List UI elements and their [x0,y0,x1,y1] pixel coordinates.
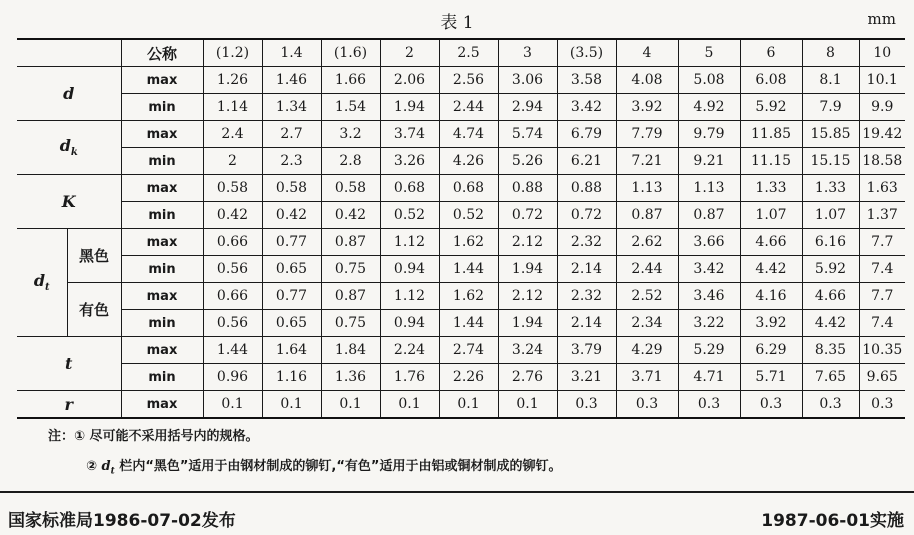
dimension-symbol: r [64,394,73,414]
value-cell: 9.9 [859,94,905,121]
value-cell: 11.85 [740,121,802,148]
value-cell: 0.3 [859,391,905,419]
value-cell: 7.7 [859,229,905,256]
value-cell: 3.06 [498,67,557,94]
value-cell: 15.15 [802,148,859,175]
table-title: 表 1 [440,13,474,33]
value-cell: 0.1 [321,391,380,419]
value-cell: 1.07 [740,202,802,229]
material-label: 有色 [67,283,121,337]
value-cell: 2.26 [439,364,498,391]
value-cell: 6.08 [740,67,802,94]
value-cell: 1.94 [498,310,557,337]
value-cell: 3.74 [380,121,439,148]
value-cell: 0.52 [380,202,439,229]
value-cell: 0.94 [380,256,439,283]
value-cell: 3.42 [557,94,616,121]
value-cell: 7.65 [802,364,859,391]
value-cell: 3.26 [380,148,439,175]
value-cell: 4.66 [802,283,859,310]
limit-label: max [121,283,203,310]
size-header: 8 [802,39,859,67]
limit-label: max [121,67,203,94]
value-cell: 2.32 [557,229,616,256]
value-cell: 2.06 [380,67,439,94]
value-cell: 0.3 [616,391,678,419]
value-cell: 4.42 [740,256,802,283]
value-cell: 9.21 [678,148,740,175]
value-cell: 2.8 [321,148,380,175]
row-symbol [17,337,121,391]
value-cell: 4.71 [678,364,740,391]
value-cell: 6.16 [802,229,859,256]
value-cell: 5.92 [740,94,802,121]
table-row [17,67,905,94]
value-cell: 0.58 [203,175,262,202]
row-symbol [17,67,121,121]
header-label: 公称 [121,39,203,67]
value-cell: 0.56 [203,256,262,283]
row-symbol [17,229,67,337]
value-cell: 0.68 [439,175,498,202]
value-cell: 15.85 [802,121,859,148]
value-cell: 3.92 [740,310,802,337]
value-cell: 9.79 [678,121,740,148]
value-cell: 1.63 [859,175,905,202]
table-row [17,202,905,229]
note-2-symbol: $d_t$ [101,459,115,477]
value-cell: 0.1 [439,391,498,419]
note-1: 注：① 尽可能不采用括号内的规格。 [48,429,259,444]
value-cell: 2.56 [439,67,498,94]
value-cell: 1.33 [802,175,859,202]
value-cell: 2.14 [557,256,616,283]
value-cell: 0.52 [439,202,498,229]
value-cell: 1.13 [678,175,740,202]
value-cell: 11.15 [740,148,802,175]
size-header: 5 [678,39,740,67]
table-row [17,364,905,391]
value-cell: 10.35 [859,337,905,364]
table-row [17,175,905,202]
value-cell: 0.65 [262,256,321,283]
limit-label: min [121,94,203,121]
size-header: 2.5 [439,39,498,67]
footer-divider [0,491,914,493]
value-cell: 0.42 [203,202,262,229]
size-header: (1.6) [321,39,380,67]
value-cell: 4.42 [802,310,859,337]
value-cell: 0.77 [262,283,321,310]
row-symbol [17,121,121,175]
limit-label: max [121,337,203,364]
value-cell: 10.1 [859,67,905,94]
value-cell: 0.1 [380,391,439,419]
unit-label: mm [867,10,896,28]
value-cell: 2.34 [616,310,678,337]
value-cell: 0.58 [321,175,380,202]
value-cell: 2.4 [203,121,262,148]
value-cell: 0.72 [557,202,616,229]
limit-label: min [121,148,203,175]
value-cell: 18.58 [859,148,905,175]
limit-label: min [121,256,203,283]
value-cell: 2.94 [498,94,557,121]
value-cell: 3.58 [557,67,616,94]
row-symbol [17,175,121,229]
value-cell: 2.24 [380,337,439,364]
value-cell: 7.7 [859,283,905,310]
limit-label: min [121,310,203,337]
value-cell: 1.62 [439,283,498,310]
size-header: (1.2) [203,39,262,67]
value-cell: 5.26 [498,148,557,175]
value-cell: 4.16 [740,283,802,310]
value-cell: 0.87 [321,283,380,310]
publish-date: 国家标准局1986-07-02发布 [8,511,236,531]
note-2-prefix: ② [86,459,102,474]
value-cell: 1.33 [740,175,802,202]
notes-section [48,422,561,487]
value-cell: 1.37 [859,202,905,229]
size-header: 6 [740,39,802,67]
value-cell: 0.1 [498,391,557,419]
value-cell: 1.07 [802,202,859,229]
value-cell: 6.29 [740,337,802,364]
value-cell: 0.87 [616,202,678,229]
value-cell: 4.66 [740,229,802,256]
limit-label: max [121,391,203,419]
value-cell: 3.79 [557,337,616,364]
value-cell: 5.71 [740,364,802,391]
value-cell: 7.4 [859,256,905,283]
value-cell: 1.14 [203,94,262,121]
value-cell: 1.44 [439,310,498,337]
value-cell: 1.12 [380,229,439,256]
dimension-symbol: K [61,192,76,211]
value-cell: 5.92 [802,256,859,283]
value-cell: 2.44 [439,94,498,121]
limit-label: max [121,229,203,256]
value-cell: 0.72 [498,202,557,229]
dimension-symbol: $d_t$ [33,271,50,294]
value-cell: 1.26 [203,67,262,94]
table-row [17,121,905,148]
value-cell: 1.44 [203,337,262,364]
value-cell: 3.42 [678,256,740,283]
value-cell: 0.3 [740,391,802,419]
value-cell: 1.44 [439,256,498,283]
limit-label: max [121,175,203,202]
dimension-symbol: d [63,84,75,103]
size-header: 3 [498,39,557,67]
value-cell: 1.12 [380,283,439,310]
value-cell: 1.66 [321,67,380,94]
limit-label: min [121,364,203,391]
size-header: 2 [380,39,439,67]
value-cell: 4.08 [616,67,678,94]
size-header: 4 [616,39,678,67]
value-cell: 1.36 [321,364,380,391]
value-cell: 8.35 [802,337,859,364]
value-cell: 0.58 [262,175,321,202]
value-cell: 2.52 [616,283,678,310]
value-cell: 6.21 [557,148,616,175]
value-cell: 0.68 [380,175,439,202]
value-cell: 0.42 [321,202,380,229]
rivet-dimension-table [17,38,905,419]
value-cell: 1.94 [498,256,557,283]
value-cell: 0.3 [802,391,859,419]
value-cell: 6.79 [557,121,616,148]
value-cell: 1.16 [262,364,321,391]
value-cell: 0.42 [262,202,321,229]
value-cell: 2.76 [498,364,557,391]
value-cell: 2.12 [498,229,557,256]
value-cell: 3.22 [678,310,740,337]
value-cell: 7.4 [859,310,905,337]
limit-label: max [121,121,203,148]
value-cell: 3.92 [616,94,678,121]
table-row [17,337,905,364]
value-cell: 0.66 [203,229,262,256]
value-cell: 3.46 [678,283,740,310]
header-row [17,39,905,67]
value-cell: 1.54 [321,94,380,121]
header-blank [17,39,121,67]
value-cell: 3.21 [557,364,616,391]
value-cell: 0.66 [203,283,262,310]
value-cell: 2.62 [616,229,678,256]
value-cell: 2.32 [557,283,616,310]
value-cell: 0.1 [262,391,321,419]
value-cell: 1.62 [439,229,498,256]
size-header: (3.5) [557,39,616,67]
value-cell: 7.21 [616,148,678,175]
dimension-symbol: $d_k$ [59,136,78,159]
value-cell: 0.88 [557,175,616,202]
dimension-symbol: t [65,354,73,373]
value-cell: 0.3 [557,391,616,419]
value-cell: 3.24 [498,337,557,364]
value-cell: 0.75 [321,256,380,283]
value-cell: 5.29 [678,337,740,364]
table-row [17,229,905,256]
value-cell: 1.34 [262,94,321,121]
value-cell: 5.08 [678,67,740,94]
value-cell: 0.77 [262,229,321,256]
value-cell: 0.3 [678,391,740,419]
table-row [17,310,905,337]
value-cell: 0.65 [262,310,321,337]
value-cell: 0.88 [498,175,557,202]
row-symbol [17,391,121,419]
note-2 [48,452,561,487]
value-cell: 9.65 [859,364,905,391]
value-cell: 1.64 [262,337,321,364]
value-cell: 3.2 [321,121,380,148]
value-cell: 8.1 [802,67,859,94]
table-row [17,256,905,283]
implement-date: 1987-06-01实施 [761,511,904,531]
value-cell: 3.66 [678,229,740,256]
value-cell: 2.44 [616,256,678,283]
table-row [17,283,905,310]
material-label: 黑色 [67,229,121,283]
value-cell: 1.76 [380,364,439,391]
value-cell: 4.26 [439,148,498,175]
note-2-text: 栏内“黑色”适用于由钢材制成的铆钉,“有色”适用于由铝或铜材制成的铆钉。 [114,459,562,474]
value-cell: 5.74 [498,121,557,148]
value-cell: 4.74 [439,121,498,148]
value-cell: 7.79 [616,121,678,148]
value-cell: 1.84 [321,337,380,364]
value-cell: 19.42 [859,121,905,148]
value-cell: 2.14 [557,310,616,337]
value-cell: 1.46 [262,67,321,94]
value-cell: 7.9 [802,94,859,121]
value-cell: 0.87 [678,202,740,229]
value-cell: 0.1 [203,391,262,419]
value-cell: 2 [203,148,262,175]
value-cell: 2.12 [498,283,557,310]
value-cell: 0.96 [203,364,262,391]
table-row [17,391,905,419]
value-cell: 0.75 [321,310,380,337]
value-cell: 4.29 [616,337,678,364]
value-cell: 1.13 [616,175,678,202]
value-cell: 2.7 [262,121,321,148]
table-row [17,94,905,121]
size-header: 10 [859,39,905,67]
size-header: 1.4 [262,39,321,67]
value-cell: 0.56 [203,310,262,337]
value-cell: 3.71 [616,364,678,391]
value-cell: 2.3 [262,148,321,175]
value-cell: 1.94 [380,94,439,121]
value-cell: 0.87 [321,229,380,256]
value-cell: 4.92 [678,94,740,121]
limit-label: min [121,202,203,229]
value-cell: 2.74 [439,337,498,364]
table-row [17,148,905,175]
value-cell: 0.94 [380,310,439,337]
